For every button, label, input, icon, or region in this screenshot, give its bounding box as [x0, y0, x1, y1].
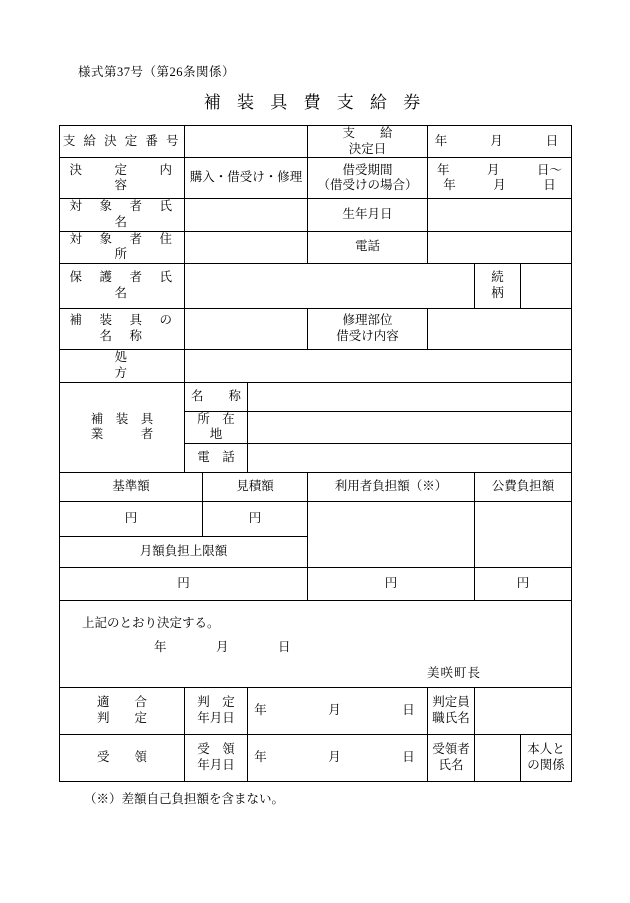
label-repair-part [308, 308, 428, 349]
value-device-name[interactable] [185, 308, 308, 349]
value-user-burden-total[interactable]: 円 [308, 568, 475, 601]
header-standard-amount: 基準額 [60, 473, 203, 502]
value-judge-title-name[interactable] [475, 688, 572, 735]
value-recipient-name[interactable] [475, 735, 521, 782]
value-decision-number[interactable] [185, 126, 308, 158]
signature-mayor: 美咲町長 [427, 665, 482, 680]
label-receipt-date-line2: 年月日 [197, 758, 235, 772]
label-vendor [60, 382, 185, 472]
label-recipient-rel-line1: 本人と [527, 742, 565, 757]
label-vendor-phone: 電 話 [185, 444, 248, 473]
header-public-burden: 公費負担額 [475, 473, 572, 502]
value-vendor-phone[interactable] [248, 444, 572, 473]
label-repair-line1: 修理部位 [342, 313, 393, 328]
label-relationship-line1: 続 [491, 270, 504, 285]
label-phone: 電話 [308, 231, 428, 263]
value-public-burden-total[interactable]: 円 [475, 568, 572, 601]
table-row [60, 158, 572, 199]
table-row [60, 382, 572, 411]
label-recipient-relationship [521, 735, 572, 782]
label-judgement-date [185, 688, 248, 735]
label-vendor-address: 所 在 地 [185, 411, 248, 443]
value-estimate-amount[interactable]: 円 [203, 502, 308, 537]
label-rental-period [308, 158, 428, 199]
label-recipient-name: 受領者氏名 [428, 735, 475, 782]
value-repair-part[interactable] [428, 308, 572, 349]
value-public-burden[interactable] [475, 502, 572, 568]
form-number: 様式第37号（第26条関係） [78, 65, 236, 79]
table-row [60, 568, 572, 601]
value-target-name[interactable] [185, 199, 308, 231]
label-guardian-name: 保 護 者 氏 名 [60, 263, 185, 308]
label-prescription: 処 方 [60, 349, 185, 382]
label-conformity-line2: 判 定 [96, 711, 147, 725]
value-rental-period[interactable] [428, 158, 572, 199]
decision-line1: 上記のとおり決定する。 [82, 616, 220, 631]
supply-voucher-table [59, 125, 572, 782]
label-judgement-date-line1: 判 定 [197, 695, 235, 710]
label-judge-title-name [428, 688, 475, 735]
value-judgement-date[interactable]: 年 月 日 [248, 688, 428, 735]
value-receipt-date[interactable]: 年 月 日 [248, 735, 428, 782]
table-row [60, 308, 572, 349]
value-target-address[interactable] [185, 231, 308, 263]
label-judge-line1: 判定員 [432, 695, 470, 710]
decision-statement-block [60, 601, 572, 688]
label-vendor-name: 名 称 [185, 382, 248, 411]
label-judgement-date-line2: 年月日 [197, 711, 235, 725]
label-vendor-line2: 業 者 [90, 427, 154, 442]
label-supply-line2: 決定日 [348, 141, 387, 156]
table-row [60, 231, 572, 263]
value-relationship[interactable] [521, 263, 572, 308]
label-relationship [475, 263, 521, 308]
label-target-address: 対 象 者 住 所 [60, 231, 185, 263]
page-title: 補 装 具 費 支 給 券 [203, 93, 427, 112]
footnote: （※）差額自己負担額を含まない。 [84, 792, 285, 806]
value-vendor-address[interactable] [248, 411, 572, 443]
decision-statement [60, 606, 571, 666]
label-birthdate: 生年月日 [308, 199, 428, 231]
value-decision-content[interactable]: 購入・借受け・修理 [185, 158, 308, 199]
label-rental-line2: （借受けの場合） [317, 178, 418, 193]
table-row [60, 601, 572, 688]
header-estimate-amount: 見積額 [203, 473, 308, 502]
header-user-burden: 利用者負担額（※） [308, 473, 475, 502]
table-row [60, 688, 572, 735]
label-vendor-line1: 補 装 具 [90, 411, 154, 426]
label-repair-line2: 借受け内容 [336, 328, 399, 343]
value-phone[interactable] [428, 231, 572, 263]
label-conformity-line1: 適 合 [96, 695, 147, 710]
value-monthly-cap[interactable]: 円 [60, 568, 308, 601]
label-target-name: 対 象 者 氏 名 [60, 199, 185, 231]
value-supply-decision-date[interactable]: 年 月 日 [428, 126, 572, 158]
table-row [60, 126, 572, 158]
rental-date-line1: 年 月 日～ [437, 162, 563, 177]
value-vendor-name[interactable] [248, 382, 572, 411]
value-guardian-name[interactable] [185, 263, 475, 308]
table-row [60, 502, 572, 537]
label-device-name: 補 装 具 の 名 称 [60, 308, 185, 349]
label-receipt-date-line1: 受 領 [197, 742, 235, 757]
table-row [60, 473, 572, 502]
decision-line2[interactable]: 年 月 日 [154, 640, 294, 655]
table-row [60, 349, 572, 382]
label-decision-number: 支 給 決 定 番 号 [60, 126, 185, 158]
label-relationship-line2: 柄 [491, 285, 504, 300]
table-row [60, 263, 572, 308]
label-receipt: 受 領 [60, 735, 185, 782]
value-user-burden[interactable] [308, 502, 475, 568]
label-supply-line1: 支 給 [342, 126, 393, 140]
table-row [60, 735, 572, 782]
label-rental-line1: 借受期間 [342, 162, 393, 177]
table-row [60, 199, 572, 231]
label-supply-decision-date [308, 126, 428, 158]
rental-date-line2: 年 月 日 [443, 178, 556, 193]
label-conformity-judgement [60, 688, 185, 735]
label-receipt-date [185, 735, 248, 782]
value-standard-amount[interactable]: 円 [60, 502, 203, 537]
label-judge-line2: 職氏名 [432, 711, 470, 725]
value-birthdate[interactable] [428, 199, 572, 231]
label-decision-content: 決 定 内 容 [60, 158, 185, 199]
label-recipient-rel-line2: の関係 [527, 758, 565, 772]
label-monthly-cap: 月額負担上限額 [60, 537, 308, 568]
